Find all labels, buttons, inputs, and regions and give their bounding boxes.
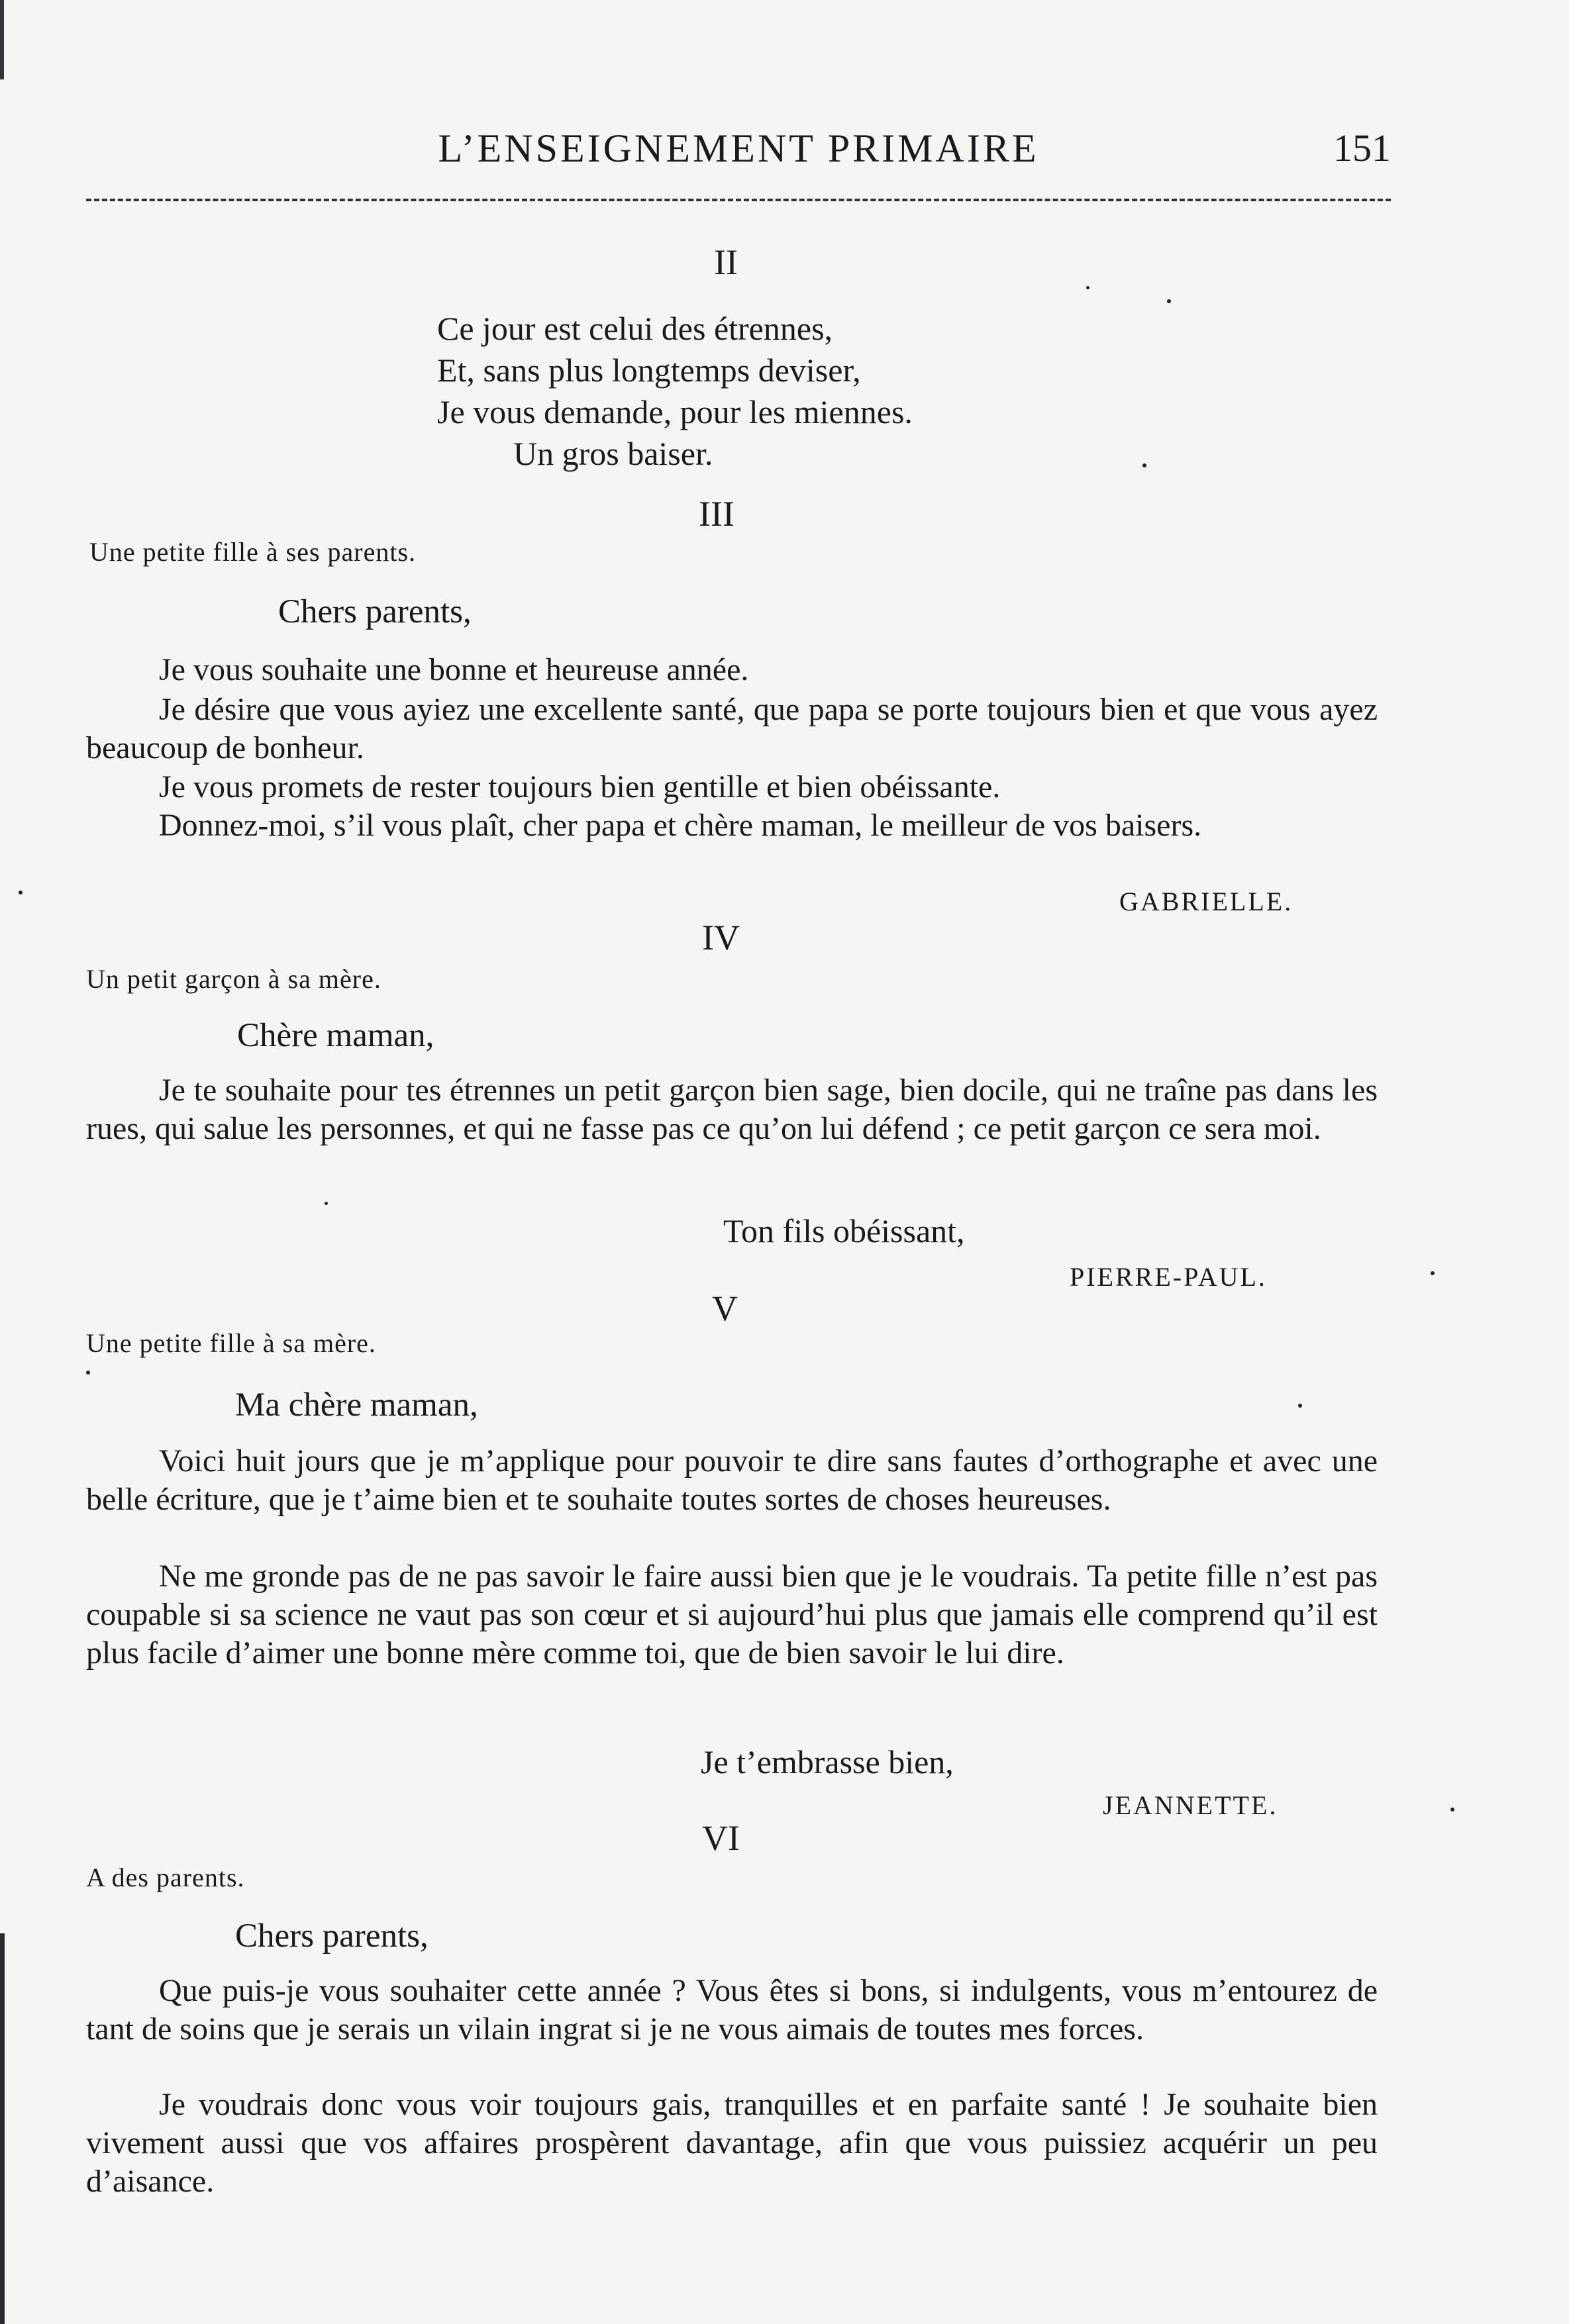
paragraph: Que puis-je vous souhaiter cette année ? Vous êtes si bons, si indulgents, vous m’entourez de tant de soins que je serais un vilain ingrat si je ne vous aimais de toutes mes forces.	[86, 1973, 1378, 2047]
addressee: A des parents.	[86, 1863, 245, 1892]
scan-speck	[1086, 286, 1089, 289]
section-numeral-iv: IV	[702, 918, 740, 957]
scan-speck	[1450, 1808, 1454, 1812]
section-numeral-iii: III	[699, 494, 734, 534]
scan-speck	[1431, 1271, 1435, 1275]
salutation: Chère maman,	[237, 1017, 434, 1054]
paragraph: Je voudrais donc vous voir toujours gais, tranquilles et en parfaite santé ! Je souhaite bien vivement aussi que vos affaires prospèrent davantage, afin que vous puissiez acquérir un peu d’aisance.	[86, 2087, 1378, 2199]
addressee: Un petit garçon à sa mère.	[86, 964, 381, 994]
paragraph: Ne me gronde pas de ne pas savoir le faire aussi bien que je le voudrais. Ta petite fille n’est pas coupable si sa science ne vaut pas son cœur et si aujourd’hui plus que jamais elle comprend qu’il est plus facile d’aimer une bonne mère comme toi, que de bien savoir le lui dire.	[86, 1559, 1378, 1670]
verse-line: Ce jour est celui des étrennes,	[437, 310, 833, 347]
salutation: Chers parents,	[235, 1917, 429, 1955]
verse-line: Et, sans plus longtemps deviser,	[437, 352, 861, 389]
signoff: Je t’embrasse bien,	[701, 1743, 954, 1780]
signature: GABRIELLE.	[1119, 887, 1293, 916]
header-rule	[86, 199, 1391, 201]
verse-line: Je vous demande, pour les miennes.	[437, 393, 913, 430]
page-number: 151	[1333, 126, 1391, 169]
paragraph: Voici huit jours que je m’applique pour pouvoir te dire sans fautes d’orthographe et avec une belle écriture, que je t’aime bien et te souhaite toutes sortes de choses heureuses.	[86, 1443, 1378, 1517]
paragraph: Je te souhaite pour tes étrennes un petit garçon bien sage, bien docile, qui ne traîne pas dans les rues, qui salue les personnes, et qui ne fasse pas ce qu’on lui défend ; ce petit garçon ce sera moi.	[86, 1073, 1378, 1146]
scan-speck	[1167, 299, 1171, 303]
section-numeral-ii: II	[714, 242, 738, 282]
paragraph: Je vous promets de rester toujours bien gentille et bien obéissante.	[159, 769, 1001, 804]
addressee: Une petite fille à ses parents.	[89, 537, 417, 567]
running-title: L’ENSEIGNEMENT PRIMAIRE	[438, 126, 1039, 170]
section-numeral-vi: VI	[702, 1818, 740, 1858]
salutation: Chers parents,	[278, 593, 472, 630]
salutation: Ma chère maman,	[235, 1386, 478, 1424]
scan-speck	[86, 1371, 90, 1375]
paragraph: Donnez-moi, s’il vous plaît, cher papa et chère maman, le meilleur de vos baisers.	[159, 808, 1202, 843]
scan-speck	[1142, 463, 1146, 467]
signoff: Ton fils obéissant,	[723, 1212, 965, 1249]
section-numeral-v: V	[712, 1288, 738, 1328]
signature: PIERRE-PAUL.	[1070, 1262, 1267, 1292]
scan-speck	[19, 891, 23, 895]
paragraph: Je désire que vous ayiez une excellente santé, que papa se porte toujours bien et que vous ayez beaucoup de bonheur.	[86, 692, 1378, 765]
scan-speck	[325, 1202, 328, 1205]
page-header	[86, 126, 1391, 179]
verse-stanza	[437, 308, 913, 475]
verse-line: Un gros baiser.	[513, 435, 713, 472]
scan-edge-mark	[0, 0, 4, 79]
addressee: Une petite fille à sa mère.	[86, 1328, 376, 1358]
signature: JEANNETTE.	[1103, 1790, 1278, 1820]
scan-edge-mark	[0, 1933, 5, 2324]
scan-speck	[1298, 1404, 1302, 1408]
paragraph: Je vous souhaite une bonne et heureuse année.	[159, 652, 749, 687]
